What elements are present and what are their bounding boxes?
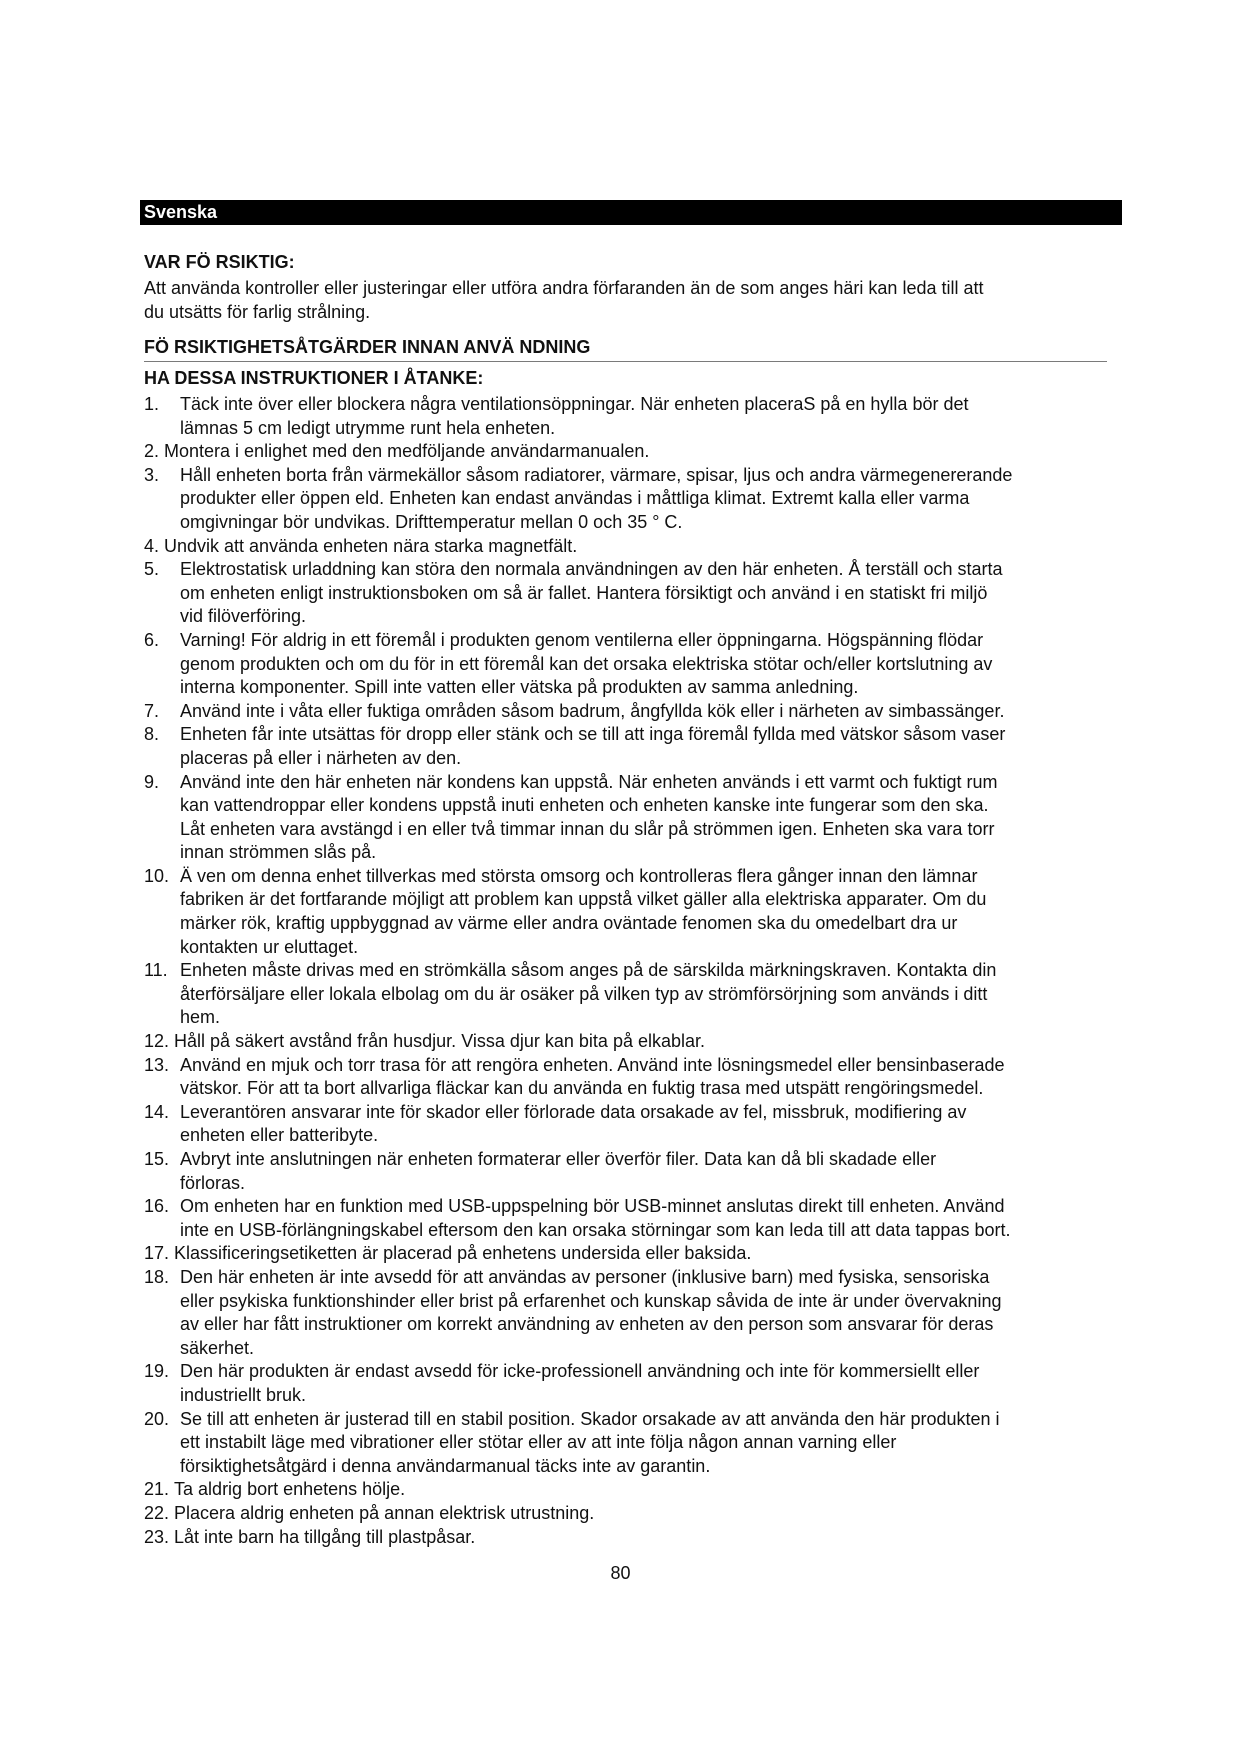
text-line: vid filöverföring. [180,606,307,627]
list-item [144,700,1124,724]
text-line: fabriken är det fortfarande möjligt att problem kan uppstå vilket gäller alla elektriska apparater. Om du [180,889,987,910]
list-item-number: 22. [144,1502,170,1523]
list-item-text [164,441,649,461]
text-line: Använd en mjuk och torr trasa för att rengöra enheten. Använd inte lösningsmedel eller bensinbaserade [180,1054,1005,1075]
list-item-number: 14. [144,1101,170,1122]
list-item-number: 5. [144,559,160,580]
language-header-bar [140,200,1122,225]
list-item [144,1502,1124,1526]
text-line: Elektrostatisk urladdning kan störa den normala användningen av den här enheten. Å terställ och starta [180,559,1003,580]
list-item-number: 21. [144,1479,170,1500]
text-line: Undvik att använda enheten nära starka magnetfält. [164,535,578,556]
text-line: Avbryt inte anslutningen när enheten formaterar eller överför filer. Data kan då bli skadade eller [180,1149,937,1169]
list-item-number: 15. [144,1149,170,1169]
keep-instructions-heading: HA DESSA INSTRUKTIONER I ÅTANKE: [144,368,484,388]
text-line: Använd inte i våta eller fuktiga områden såsom badrum, ångfyllda kök eller i närheten av simbassänger. [180,700,1005,721]
list-item [144,535,1124,559]
list-item [144,723,1124,770]
list-item-number: 16. [144,1196,170,1217]
list-item [144,1360,1124,1407]
list-item [144,1526,1124,1550]
text-line: Den här produkten är endast avsedd för icke-professionell användning och inte för kommersiellt eller [180,1361,980,1382]
text-line: industriellt bruk. [180,1384,307,1405]
list-item [144,464,1124,535]
text-line: placeras på eller i närheten av den. [180,747,462,768]
list-item-text [180,959,1124,1030]
list-item-number: 6. [144,629,160,650]
list-item-number: 2. [144,441,160,462]
list-item [144,393,1124,440]
list-item-text [180,464,1124,535]
list-item-number: 13. [144,1054,170,1075]
list-item-number: 19. [144,1361,170,1382]
list-item-text [180,771,1124,865]
text-line: enheten eller batteribyte. [180,1125,379,1146]
list-item-number: 20. [144,1408,170,1429]
text-line: Använd inte den här enheten när kondens kan uppstå. När enheten används i ett varmt och fuktigt rum [180,771,998,792]
list-item-number: 10. [144,865,170,886]
list-item-number: 8. [144,724,160,745]
text-line: lämnas 5 cm ledigt utrymme runt hela enheten. [180,417,556,438]
list-item-number: 23. [144,1526,170,1547]
instruction-list [144,393,1124,1549]
list-item-text [180,1054,1124,1101]
list-item [144,865,1124,959]
text-line: Enheten får inte utsättas för dropp eller stänk och se till att inga föremål fyllda med vätskor såsom vaser [180,724,1006,745]
text-line: Håll på säkert avstånd från husdjur. Vissa djur kan bita på elkablar. [174,1031,706,1052]
list-item-number: 18. [144,1266,170,1287]
text-line: säkerhet. [180,1337,255,1358]
list-item-text [180,1408,1124,1479]
list-item [144,1195,1124,1242]
list-item-number: 17. [144,1243,170,1264]
text-line: Placera aldrig enheten på annan elektrisk utrustning. [174,1502,595,1523]
list-item-number: 1. [144,394,160,414]
list-item [144,1478,1124,1502]
text-line: om enheten enligt instruktionsboken om så är fallet. Hantera försiktigt och använd i en statiskt fri miljö [180,582,988,603]
list-item-text [174,1031,705,1051]
list-item [144,629,1124,700]
text-line: produkter eller öppen eld. Enheten kan endast användas i måttliga klimat. Extremt kalla eller varma [180,488,970,509]
text-line: Se till att enheten är justerad till en stabil position. Skador orsakade av att använda den här produkten i [180,1408,1000,1429]
text-line: Om enheten har en funktion med USB-uppspelning bör USB-minnet anslutas direkt till enheten. Använd [180,1196,1005,1217]
list-item-number: 7. [144,700,160,721]
list-item [144,1148,1124,1195]
text-line: Låt inte barn ha tillgång till plastpåsar. [174,1526,476,1547]
warning-title: VAR FÖ RSIKTIG: [144,252,295,272]
precautions-heading: FÖ RSIKTIGHETSÅTGÄRDER INNAN ANVÄ NDNING [144,336,1107,362]
list-item [144,1408,1124,1479]
text-line: Enheten måste drivas med en strömkälla såsom anges på de särskilda märkningskraven. Kontakta din [180,960,997,981]
text-line: kan vattendroppar eller kondens uppstå inuti enheten och enheten kanske inte fungerar som den ska. [180,795,989,816]
list-item-text [180,393,1124,440]
list-item-number: 9. [144,771,160,792]
list-item-text [174,1527,475,1547]
list-item-text [180,723,1124,770]
text-line: genom produkten och om du för in ett föremål kan det orsaka elektriska stötar och/eller kortslutning av [180,653,993,674]
text-line: Den här enheten är inte avsedd för att användas av personer (inklusive barn) med fysiska, sensoriska [180,1266,990,1287]
list-item-number: 3. [144,464,160,485]
list-item-text [174,1503,594,1523]
text-line: av eller har fått instruktioner om korrekt användning av enheten av den person som ansvarar för deras [180,1314,994,1335]
language-label: Svenska [144,202,218,222]
text-line: Håll enheten borta från värmekällor såsom radiatorer, värmare, spisar, ljus och andra värmegenererande [180,464,1013,485]
list-item [144,1266,1124,1360]
text-line: Ä ven om denna enhet tillverkas med största omsorg och kontrolleras flera gånger innan den lämnar [180,865,978,886]
text-line: Klassificeringsetiketten är placerad på enhetens undersida eller baksida. [174,1243,752,1264]
list-item-text [180,629,1124,700]
list-item-text [180,1266,1124,1360]
list-item-text [180,1360,1124,1407]
text-line: Låt enheten vara avstängd i en eller två timmar innan du slår på strömmen igen. Enheten ska vara torr [180,818,995,839]
list-item-text [164,536,577,556]
text-line: vätskor. För att ta bort allvarliga fläckar kan du använda en fuktig trasa med utspätt rengöringsmedel. [180,1078,984,1099]
text-line: förloras. [180,1172,246,1193]
text-line: interna komponenter. Spill inte vatten eller vätska på produkten av samma anledning. [180,677,859,698]
text-line: innan strömmen slås på. [180,842,377,863]
list-item [144,1054,1124,1101]
list-item-number: 4. [144,535,160,556]
text-line: Leverantören ansvarar inte för skador eller förlorade data orsakade av fel, missbruk, modifiering av [180,1101,967,1122]
page-number: 80 [610,1563,631,1583]
warning-text-line: du utsätts för farlig strålning. [144,301,371,322]
text-line: Täck inte över eller blockera några ventilationsöppningar. När enheten placeraS på en hylla bör det [180,394,969,414]
list-item-number: 12. [144,1031,170,1052]
text-line: kontakten ur eluttaget. [180,936,359,957]
text-line: inte en USB-förlängningskabel eftersom den kan orsaka störningar som kan leda till att data tappas bort. [180,1219,1011,1240]
list-item-text [180,558,1124,629]
list-item [144,1101,1124,1148]
text-line: eller psykiska funktionshinder eller brist på erfarenhet och kunskap såvida de inte är under övervakning [180,1290,1002,1311]
text-line: hem. [180,1007,221,1028]
text-line: märker rök, kraftig uppbyggnad av värme eller andra oväntade fenomen ska du omedelbart dra ur [180,913,958,934]
list-item-text [180,700,1124,724]
list-item-text [180,1148,1124,1195]
text-line: Varning! För aldrig in ett föremål i produkten genom ventilerna eller öppningarna. Högspänning flödar [180,629,984,650]
text-line: försiktighetsåtgärd i denna användarmanual täcks inte av garantin. [180,1455,711,1476]
warning-section [144,250,984,324]
list-item-text [180,865,1124,959]
text-line: omgivningar bör undvikas. Drifttemperatur mellan 0 och 35 ° C. [180,511,683,532]
list-item [144,440,1124,464]
list-item-text [180,1101,1124,1148]
text-line: Montera i enlighet med den medföljande användarmanualen. [164,441,650,462]
list-item [144,771,1124,865]
list-item [144,1242,1124,1266]
list-item-text [174,1479,405,1499]
list-item [144,959,1124,1030]
text-line: ett instabilt läge med vibrationer eller stötar eller av att inte följa någon annan varning eller [180,1432,897,1453]
list-item-text [174,1243,751,1263]
list-item-number: 11. [144,960,168,981]
list-item [144,558,1124,629]
text-line: återförsäljare eller lokala elbolag om du är osäker på vilken typ av strömförsörjning som används i ditt [180,983,988,1004]
list-item [144,1030,1124,1054]
list-item-text [180,1195,1124,1242]
text-line: Ta aldrig bort enhetens hölje. [174,1479,406,1500]
warning-text-line: Att använda kontroller eller justeringar eller utföra andra förfaranden än de som anges häri kan leda till att [144,278,984,298]
